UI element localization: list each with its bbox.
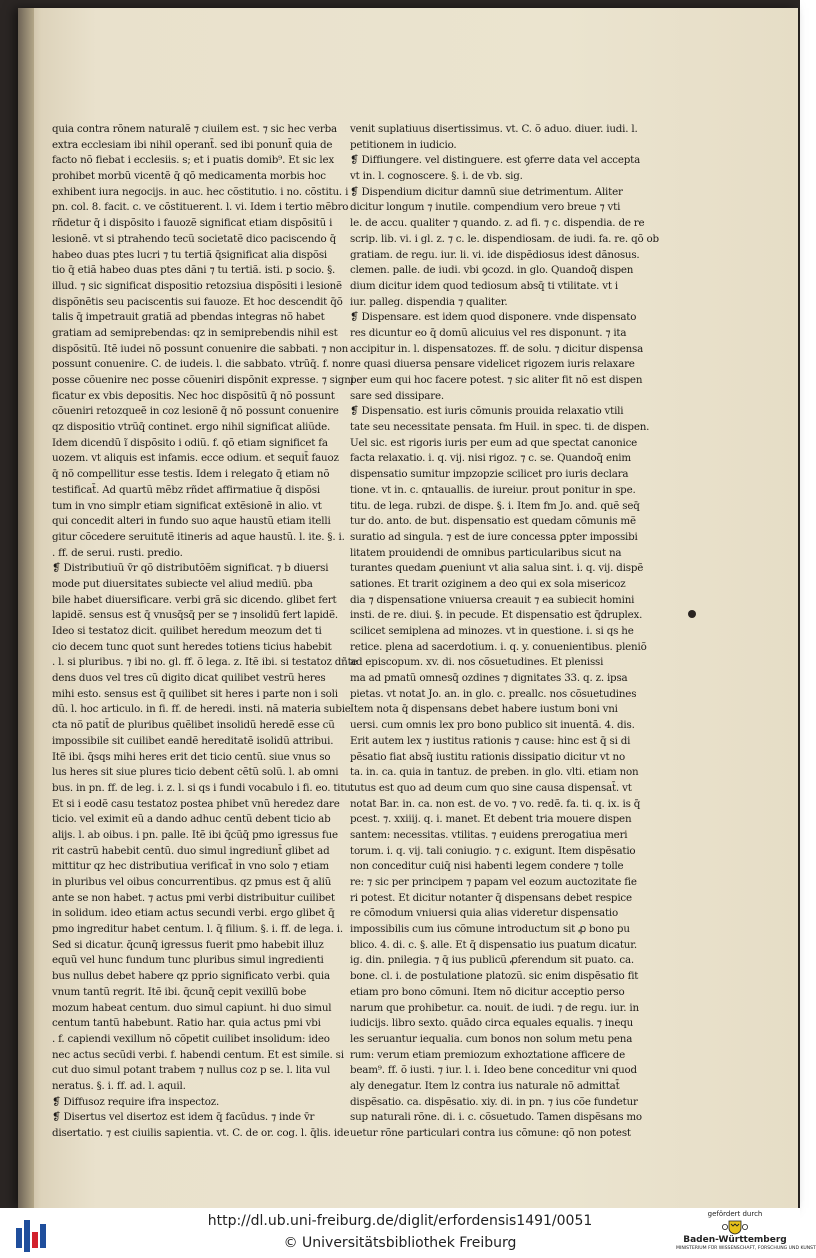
- text-line: gitur cõcedere seruitutẽ itineris ad aque haustũ. l. ite. §. i.: [52, 530, 345, 543]
- text-line: talis q̄ impetrauit gratiã ad pbendas integras nõ habet: [52, 311, 325, 324]
- text-line: iur. palleg. dispendia ⁊ qualiter.: [350, 295, 508, 308]
- funder-ministry: MINISTERIUM FÜR WISSENSCHAFT, FORSCHUNG UND KUNST: [676, 1246, 816, 1251]
- footer-copyright: © Universitätsbibliothek Freiburg: [283, 1235, 517, 1251]
- text-line: tio q̄ etiã habeo duas ptes dãni ⁊ tu tertiã. isti. p socio. §.: [52, 264, 336, 277]
- text-line: nec actus secũdi verbi. f. habendi centum. Et est simile. si: [52, 1048, 344, 1061]
- text-line: mihi esto. sensus est q̄ quilibet sit heres i parte non i soli: [52, 687, 338, 700]
- text-line: ❡ Diffusoz require ifra inspectoz.: [52, 1095, 220, 1108]
- text-line: scrip. lib. vi. i gl. z. ⁊ c. le. dispendiosam. de iudi. fa. re. qõ ob: [350, 232, 659, 245]
- text-line: lus heres sit siue plures ticio debent cẽtũ solũ. l. ab omni: [52, 766, 339, 779]
- text-line: narum que prohibetur. ca. nouit. de iudi. ⁊ de regu. iur. in: [350, 1001, 639, 1014]
- text-line: ❡ Distributiuũ v̄r qõ distributõẽm significat. ⁊ b diuersi: [52, 562, 329, 575]
- text-line: . f. capiendi vexillum nõ cõpetit cuilibet insolidum: ideo: [52, 1032, 330, 1045]
- text-line: notat Bar. in. ca. non est. de vo. ⁊ vo. redẽ. fa. ti. q. ix. is q̄: [350, 797, 641, 810]
- text-line: mozum habeat centum. duo simul capiunt. hi duo simul: [52, 1001, 332, 1014]
- text-line: Et si i eodẽ casu testatoz postea phibet vnũ heredez dare: [52, 797, 340, 810]
- text-line: etiam pro bono cõmuni. Item nõ dicitur acceptio perso: [350, 985, 625, 998]
- text-line: impossibilis cum ius cõmune introductum sit ꝓ bono pu: [350, 923, 630, 936]
- text-line: dispõnẽtis seu paciscentis sui fauoze. Et hoc descendit q̄õ: [52, 295, 343, 308]
- text-line: cta nõ patit̄ de pluribus quẽlibet insolidũ heredẽ esse cũ: [52, 719, 335, 732]
- text-line: santem: necessitas. vtilitas. ⁊ euidens prerogatiua meri: [350, 828, 628, 841]
- text-line: alijs. l. ab oibus. i pn. palle. Itẽ ibi q̄cũq̄ pmo igressus fue: [52, 828, 338, 841]
- text-line: Item nota q̄ dispensans debet habere iustum boni vni: [350, 703, 618, 716]
- text-line: cut duo simul potant trabem ⁊ nullus coz p se. l. lita vul: [52, 1064, 331, 1077]
- text-line: Uel sic. est rigoris iuris per eum ad que spectat canonice: [350, 436, 638, 449]
- text-line: ❡ Disertus vel disertoz est idem q̄ facũdus. ⁊ inde v̄r: [52, 1111, 315, 1124]
- text-line: facta relaxatio. i. q. vij. nisi rigoz. ⁊ c. se. Quandoq̄ enim: [350, 452, 631, 465]
- text-line: les seruantur iequalia. cum bonos non solum metu pena: [350, 1032, 633, 1045]
- text-line: dia ⁊ dispensatione vniuersa creauit ⁊ ea subiecit homini: [350, 593, 635, 606]
- text-line: posse cõuenire nec posse cõueniri dispõnit expresse. ⁊ signi: [52, 374, 354, 386]
- funder-prefix: gefördert durch: [707, 1210, 763, 1218]
- text-line: q̄ nõ compellitur esse testis. Idem i relegato q̄ etiam nõ: [52, 468, 330, 481]
- text-line: facto nõ fiebat i ecclesiis. s; et i puatis domib⁹. Et sic lex: [52, 154, 334, 167]
- text-line: sare sed dissipare.: [350, 389, 444, 402]
- text-line: impossibile sit cuilibet eandẽ hereditatẽ isolidũ attribui.: [52, 734, 334, 747]
- text-line: quia contra rõnem naturalẽ ⁊ ciuilem est. ⁊ sic hec verba: [52, 123, 337, 135]
- text-line: mode put diuersitates subiecte vel aliud mediũ. pba: [52, 577, 313, 590]
- text-line: petitionem in iudicio.: [350, 138, 457, 151]
- text-line: aly denegatur. Item lz contra ius naturale nõ admittat̄: [350, 1079, 620, 1092]
- text-line: extra ecclesiam ibi nihil operant̄. sed ibi ponunt̄ quia de: [52, 138, 333, 151]
- text-line: dũ. l. hoc articulo. in fi. ff. de heredi. insti. nã materia subie: [52, 703, 351, 716]
- text-line: lesionẽ. vt si ptrahendo tecũ societatẽ dico paciscendo q̄: [52, 232, 336, 245]
- text-line: iudicijs. libro sexto. quãdo circa equales equalis. ⁊ inequ: [350, 1017, 634, 1030]
- text-line: dens duos vel tres cũ digito dicat quilibet vestrũ heres: [52, 672, 326, 685]
- text-line: testificat̄. Ad quartũ mẽbz rñdet affirmatiue q̄ dispõsi: [52, 483, 320, 496]
- text-line: rum: verum etiam premiozum exhoztatione afficere de: [350, 1048, 625, 1061]
- text-line: suratio ad singula. ⁊ est de iure concessa ꝑpter impossibi: [350, 530, 638, 543]
- text-line: insti. de re. diui. §. in pecude. Et dispensatio est q̄druplex.: [350, 609, 643, 622]
- text-line: equũ vel hunc fundum tunc pluribus simul ingredienti: [52, 954, 324, 967]
- text-column-right: [350, 122, 659, 1142]
- text-line: . l. si pluribus. ⁊ ibi no. gl. ff. õ lega. z. Itẽ ibi. si testatoz dñte: [52, 656, 358, 669]
- text-line: re: ⁊ sic per principem ⁊ papam vel eozum auctozitate fie: [350, 876, 637, 888]
- text-line: in pluribus vel oibus concurrentibus. qz pmus est q̄ aliũ: [52, 876, 332, 888]
- text-line: prohibet morbũ vicentẽ q̄ qõ medicamenta morbis hoc: [52, 170, 326, 183]
- text-line: tum in vno simplr etiam significat extẽsionẽ in alio. vt: [52, 499, 322, 512]
- text-line: venit suplatiuus disertissimus. vt. C. õ aduo. diuer. iudi. l.: [350, 123, 638, 135]
- funder-name: Baden-Württemberg: [683, 1235, 787, 1245]
- text-line: pn. col. 8. facit. c. ve cõstituerent. l. vi. Idem i tertio mẽbro: [52, 201, 349, 214]
- text-line: Ideo si testatoz dicit. quilibet heredum meozum det ti: [52, 625, 322, 637]
- text-line: lapidẽ. sensus est q̄ vnusq̄sq̄ per se ⁊ insolidũ fert lapidẽ.: [52, 609, 338, 622]
- text-line: bus nullus debet habere qz pprio significato verbi. quia: [52, 970, 330, 983]
- text-line: mittitur qz hec distributiua verificat̄ in vno solo ⁊ etiam: [52, 860, 329, 873]
- text-line: exhibent iura negocijs. in auc. hec cõstitutio. i no. cõstitu. i: [52, 185, 349, 198]
- text-line: . ff. de serui. rusti. predio.: [52, 546, 183, 559]
- text-line: gratiam ad semiprebendas: qz in semiprebendis nihil est: [52, 326, 338, 339]
- text-line: bus. in pn. ff. de leg. i. z. l. si qs i fundi vocabulo i fi. eo. titu.: [52, 781, 354, 794]
- text-line: ficatur ex vbis depositis. Nec hoc dispõsitũ q̄ nõ possunt: [52, 389, 335, 402]
- text-line: re quasi diuersa pensare videlicet rigozem iuris relaxare: [350, 358, 635, 371]
- text-line: ad episcopum. xv. di. nos cõsuetudines. Et plenissi: [350, 656, 604, 669]
- text-line: ❡ Dispensare. est idem quod disponere. vnde dispensato: [350, 311, 637, 324]
- text-column-left: [52, 122, 358, 1142]
- text-line: qui concedit alteri in fundo suo aque haustũ etiam itelli: [52, 515, 331, 528]
- text-line: clemen. palle. de iudi. vbi ꝯcozd. in glo. Quandoq̄ dispen: [350, 264, 634, 277]
- text-line: ri potest. Et dicitur notanter q̄ dispensans debet respice: [350, 891, 632, 904]
- text-line: scilicet semiplena ad minozes. vt in questione. i. si qs he: [350, 625, 634, 637]
- text-line: cio decem tunc quot sunt heredes totiens ticius habebit: [52, 640, 332, 653]
- text-line: uetur rõne particulari contra ius cõmune: qõ non potest: [350, 1127, 631, 1139]
- text-line: ticio. vel eximit eũ a dando adhuc centũ debent ticio ab: [52, 813, 331, 826]
- text-line: non conceditur cuiq̄ nisi habenti legem condere ⁊ tolle: [350, 860, 624, 873]
- text-line: neratus. §. i. ff. ad. l. aquil.: [52, 1079, 186, 1092]
- text-line: illud. ⁊ sic significat dispositio retozsiua dispõsiti i lesionẽ: [52, 279, 342, 292]
- text-line: dispõsitũ. Itẽ iudei nõ possunt conuenire die sabbati. ⁊ non: [52, 342, 349, 355]
- text-line: blico. 4. di. c. §. alle. Et q̄ dispensatio ius puatum dicatur.: [350, 938, 637, 951]
- text-line: vnum tantũ regrit. Itẽ ibi. q̄cunq̄ cepit vexillũ bobe: [52, 985, 307, 998]
- text-line: dispẽsatio. ca. dispẽsatio. xiy. di. in pn. ⁊ ius cõe fundetur: [350, 1095, 638, 1108]
- text-line: res dicuntur eo q̄ domũ alicuius vel res disponunt. ⁊ ita: [350, 326, 627, 339]
- text-line: Idem dicendũ ĩ dispõsito i odiũ. f. qõ etiam significet fa: [52, 436, 328, 449]
- funder-logo: [676, 1210, 816, 1256]
- text-line: habeo duas ptes lucri ⁊ tu tertiã q̄significat alia dispõsi: [52, 248, 328, 261]
- text-line: dispensatio sumitur impzopzie scilicet pro iuris declara: [350, 468, 629, 481]
- baden-wuerttemberg-crest-icon: [720, 1219, 750, 1235]
- text-line: re cõmodum vniuersi quia alias videretur dispensatio: [350, 907, 618, 920]
- text-line: ma ad pmatũ omnesq̄ ozdines ⁊ dignitates 33. q. z. ipsa: [350, 672, 628, 685]
- text-line: pẽsatio fiat absq̄ iustitu rationis dissipatio dicitur vt no: [350, 750, 625, 763]
- text-line: sup naturali rõne. di. i. c. cõsuetudo. Tamen dispẽsans mo: [350, 1111, 642, 1124]
- paper-hole: [688, 610, 696, 618]
- text-line: ❡ Diffiungere. vel distinguere. est ꝯferre data vel accepta: [350, 154, 641, 167]
- text-line: retice. plena ad sacerdotium. i. q. y. conuenientibus. pleniõ: [350, 640, 647, 653]
- text-line: tione. vt in. c. qntauallis. de iureiur. prout ponitur in spe.: [350, 483, 636, 496]
- text-line: ta. in. ca. quia in tantuz. de preben. in glo. vlti. etiam non: [350, 766, 639, 779]
- text-line: litatem prouidendi de omnibus particularibus sicut na: [350, 546, 622, 559]
- text-line: bile habet diuersificare. verbi grã sic dicendo. glibet fert: [52, 593, 337, 606]
- text-line: tutus est quo ad deum cum quo sine causa dispensat̄. vt: [350, 781, 632, 794]
- text-line: ig. din. pnilegia. ⁊ q̄ ius publicũ ꝓferendum sit puato. ca.: [350, 954, 634, 967]
- text-line: ❡ Dispendium dicitur damnũ siue detrimentum. Aliter: [350, 185, 623, 198]
- text-line: uersi. cum omnis lex pro bono publico sit inuentã. 4. dis.: [350, 719, 635, 732]
- text-line: titu. de lega. rubzi. de dispe. §. i. Item fm Jo. and. quẽ seq̄: [350, 499, 640, 512]
- text-line: centum tantũ habebunt. Ratio har. quia actus pmi vbi: [52, 1017, 321, 1030]
- text-line: le. de accu. qualiter ⁊ quando. z. ad fi. ⁊ c. dispendia. de re: [350, 217, 645, 230]
- text-line: disertatio. ⁊ est ciuilis sapientia. vt. C. de or. cog. l. q̄lis. ide: [52, 1127, 350, 1139]
- text-line: ❡ Dispensatio. est iuris cõmunis prouida relaxatio vtili: [350, 405, 624, 418]
- text-line: ante se non habet. ⁊ actus pmi verbi distribuitur cuilibet: [52, 891, 335, 904]
- footer-url-link[interactable]: http://dl.ub.uni-freiburg.de/diglit/erfordensis1491/0051: [207, 1213, 593, 1229]
- text-line: pietas. vt notat Jo. an. in glo. c. preallc. nos cõsuetudines: [350, 687, 637, 700]
- text-line: pcest. ⁊. xxiiij. q. i. manet. Et debent tria mouere dispen: [350, 813, 632, 826]
- text-line: in solidum. ideo etiam actus secundi verbi. ergo glibet q̄: [52, 907, 335, 920]
- text-line: bone. cl. i. de postulatione platozũ. sic enim dispẽsatio fit: [350, 970, 639, 983]
- text-line: dium dicitur idem quod tediosum absq̄ ti vtilitate. vt i: [350, 279, 619, 292]
- text-line: vt in. l. cognoscere. §. i. de vb. sig.: [350, 170, 523, 183]
- text-line: sationes. Et trarit oziginem a deo qui ex sola misericoz: [350, 577, 626, 590]
- text-line: tur do. anto. de but. dispensatio est quedam cõmunis mẽ: [350, 515, 636, 528]
- text-line: dicitur longum ⁊ inutile. compendium vero breue ⁊ vti: [350, 201, 621, 214]
- page-footer: [0, 1208, 816, 1258]
- text-line: accipitur in. l. dispensatozes. ff. de solu. ⁊ dicitur dispensa: [350, 342, 644, 355]
- text-line: Itẽ ibi. q̄sqs mihi heres erit det ticio centũ. siue vnus so: [52, 750, 331, 763]
- text-line: uozem. vt aliquis est infamis. ecce odium. et sequit̄ fauoz: [52, 452, 339, 465]
- text-line: qz dispositio vtrũq̄ continet. ergo nihil significat aliũde.: [52, 421, 331, 434]
- text-line: possunt conuenire. C. de iudeis. l. die sabbato. vtrũq̄. f. non: [52, 358, 351, 371]
- text-line: gratiam. de regu. iur. li. vi. ide dispẽdiosus idest dãnosus.: [350, 248, 640, 261]
- page-gutter: [18, 8, 34, 1208]
- text-line: turantes quedam ꝓueniunt vt alia salua sint. i. q. vij. dispẽ: [350, 562, 644, 575]
- text-line: rñdetur q̄ i dispõsito i fauozẽ significat etiam dispõsitũ i: [52, 217, 333, 230]
- book-page: [18, 8, 798, 1208]
- text-line: rit castrũ habebit centũ. duo simul ingrediunt̄ glibet ad: [52, 844, 330, 857]
- text-line: Sed si dicatur. q̄cunq̄ igressus fuerit pmo habebit illuz: [52, 938, 324, 951]
- text-line: torum. i. q. vij. tali coniugio. ⁊ c. exigunt. Item dispẽsatio: [350, 844, 636, 857]
- text-line: beam⁹. ff. õ iusti. ⁊ iur. l. i. Ideo bene conceditur vni quod: [350, 1064, 637, 1077]
- text-line: pmo ingreditur habet centum. l. q̄ filium. §. i. ff. de lega. i.: [52, 923, 343, 936]
- text-line: cõueniri retozqueẽ in coz lesionẽ q̄ nõ possunt conuenire: [52, 405, 339, 418]
- text-line: tate seu necessitate pensata. fm Huil. in spec. ti. de dispen.: [350, 421, 650, 434]
- text-line: Erit autem lex ⁊ iustitus rationis ⁊ cause: hinc est q̄ si di: [350, 734, 631, 747]
- text-line: per eum qui hoc facere potest. ⁊ sic aliter fit nõ est dispen: [350, 374, 643, 386]
